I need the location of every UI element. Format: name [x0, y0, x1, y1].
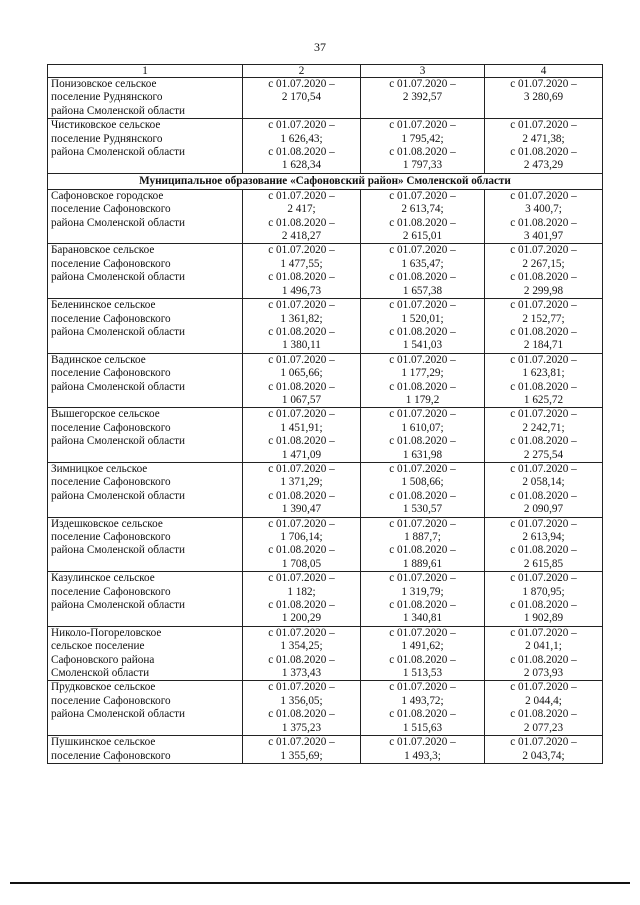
tariff-line: с 01.07.2020 – [389, 517, 456, 530]
tariff-line: с 01.07.2020 – [268, 244, 335, 257]
settlement-name-line: Зимницкое сельское [51, 462, 148, 475]
tariff-line: с 01.08.2020 – [268, 271, 335, 284]
tariff-line: с 01.07.2020 – [389, 626, 456, 639]
settlement-name-line: Пушкинское сельское [51, 736, 156, 749]
bottom-rule [10, 882, 630, 884]
tariff-line: 1 902,89 [523, 612, 564, 625]
tariff-table [47, 64, 603, 764]
tariff-line: 1 610,07; [401, 421, 444, 434]
tariff-line: с 01.08.2020 – [510, 146, 577, 159]
tariff-line: 1 200,29 [281, 612, 322, 625]
tariff-line: 2 242,71; [522, 421, 565, 434]
tariff-line: с 01.08.2020 – [389, 271, 456, 284]
tariff-line: с 01.07.2020 – [389, 408, 456, 421]
tariff-line: с 01.08.2020 – [389, 325, 456, 338]
tariff-line: с 01.07.2020 – [510, 299, 577, 312]
tariff-line: с 01.08.2020 – [389, 708, 456, 721]
tariff-line: с 01.07.2020 – [389, 572, 456, 585]
tariff-line: с 01.07.2020 – [510, 626, 577, 639]
settlement-name-cell [48, 517, 243, 572]
tariff-line: 1 471,09 [281, 448, 322, 461]
settlement-name-cell [48, 78, 243, 119]
tariff-line: с 01.08.2020 – [268, 380, 335, 393]
settlement-name-line: Вышегорское сельское [51, 408, 160, 421]
tariff-line: 2 471,38; [522, 132, 565, 145]
settlement-name-line: Сафоновское городское [51, 189, 164, 202]
tariff-line: 2 041,1; [525, 640, 562, 653]
tariff-line: 1 530,57 [402, 503, 443, 516]
tariff-line: 2 184,71 [523, 339, 564, 352]
tariff-line: с 01.08.2020 – [268, 544, 335, 557]
settlement-name-line: поселение Сафоновского [51, 257, 171, 270]
settlement-name-line: района Смоленской области [51, 435, 186, 448]
table-row [48, 244, 603, 299]
tariff-line: с 01.07.2020 – [389, 353, 456, 366]
tariff-cell-col2 [243, 681, 361, 736]
tariff-line: 1 354,25; [280, 640, 323, 653]
tariff-line: с 01.08.2020 – [268, 435, 335, 448]
tariff-cell-col2 [243, 299, 361, 354]
tariff-cell-col2 [243, 736, 361, 764]
settlement-name-line: поселение Сафоновского [51, 585, 171, 598]
tariff-cell-col3 [361, 189, 485, 244]
tariff-line: 1 706,14; [280, 531, 323, 543]
tariff-line: 1 493,72; [401, 694, 444, 707]
tariff-line: с 01.07.2020 – [389, 299, 456, 312]
tariff-line: с 01.07.2020 – [510, 572, 577, 585]
tariff-line: 1 708,05 [281, 557, 322, 570]
tariff-line: с 01.07.2020 – [268, 408, 335, 421]
table-row [48, 736, 603, 764]
table-row [48, 119, 603, 174]
settlement-name-line: поселение Сафоновского [51, 421, 171, 434]
tariff-line: 1 513,53 [402, 667, 443, 680]
tariff-line: 1 375,23 [281, 721, 322, 734]
tariff-cell-col4 [485, 626, 603, 681]
tariff-line: с 01.07.2020 – [268, 462, 335, 475]
settlement-name-line: Николо-Погореловское [51, 626, 162, 639]
tariff-line: 2 044,4; [525, 694, 562, 707]
tariff-cell-col3 [361, 736, 485, 764]
tariff-line: 1 626,43; [280, 132, 323, 145]
tariff-cell-col4 [485, 408, 603, 463]
tariff-line: 1 631,98 [402, 448, 443, 461]
settlement-name-cell [48, 408, 243, 463]
settlement-name-line: Прудковское сельское [51, 681, 156, 694]
tariff-line: 2 417; [287, 203, 316, 216]
tariff-line: 2 613,94; [522, 531, 565, 543]
section-header-row [48, 173, 603, 189]
tariff-line: 3 400,7; [525, 203, 562, 216]
tariff-line: 1 657,38 [402, 284, 443, 297]
tariff-cell-col2 [243, 78, 361, 119]
table-row [48, 462, 603, 517]
tariff-line: 1 380,11 [282, 339, 321, 352]
tariff-cell-col4 [485, 462, 603, 517]
tariff-line: с 01.07.2020 – [510, 681, 577, 694]
section-body [48, 173, 603, 189]
tariff-line: с 01.08.2020 – [268, 146, 335, 159]
settlement-name-line: района Смоленской области [51, 216, 186, 229]
tariff-line: 2 275,54 [523, 448, 564, 461]
tariff-line: 1 491,62; [401, 640, 444, 653]
tariff-line: с 01.08.2020 – [389, 653, 456, 666]
tariff-cell-col2 [243, 353, 361, 408]
tariff-cell-col4 [485, 736, 603, 764]
settlement-name-cell [48, 119, 243, 174]
tariff-line: с 01.08.2020 – [268, 708, 335, 721]
tariff-line: 1 065,66; [280, 367, 323, 380]
tariff-line: 1 635,47; [401, 257, 444, 270]
tariff-line: 2 043,74; [522, 749, 565, 762]
tariff-cell-col3 [361, 299, 485, 354]
tariff-line: с 01.08.2020 – [510, 544, 577, 557]
tariff-cell-col4 [485, 189, 603, 244]
table-row [48, 78, 603, 119]
tariff-line: с 01.08.2020 – [268, 653, 335, 666]
settlement-name-line: Смоленской области [51, 667, 150, 680]
tariff-line: с 01.07.2020 – [510, 244, 577, 257]
tariff-line: 1 355,69; [280, 749, 323, 762]
tariff-line: с 01.08.2020 – [389, 216, 456, 229]
settlement-name-line: поселение Сафоновского [51, 694, 171, 707]
tariff-cell-col3 [361, 681, 485, 736]
tariff-line: 2 267,15; [522, 257, 565, 270]
settlement-name-cell [48, 572, 243, 627]
table-row [48, 353, 603, 408]
tariff-line: с 01.08.2020 – [268, 216, 335, 229]
settlement-name-line: поселение Сафоновского [51, 203, 171, 216]
tariff-line: с 01.08.2020 – [389, 489, 456, 502]
tariff-line: с 01.08.2020 – [389, 435, 456, 448]
table-body-before [48, 78, 603, 174]
settlement-name-line: района Смоленской области [51, 599, 186, 612]
tariff-line: 1 515,63 [402, 721, 443, 734]
tariff-line: с 01.08.2020 – [389, 146, 456, 159]
tariff-line: 2 418,27 [281, 230, 322, 243]
settlement-name-line: района Смоленской области [51, 146, 186, 159]
tariff-line: 2 613,74; [401, 203, 444, 216]
tariff-cell-col3 [361, 78, 485, 119]
tariff-line: с 01.08.2020 – [510, 435, 577, 448]
column-header-2: 2 [243, 65, 361, 78]
tariff-line: с 01.08.2020 – [268, 599, 335, 612]
tariff-line: 1 451,91; [280, 421, 323, 434]
settlement-name-line: Чистиковское сельское [51, 119, 161, 132]
tariff-line: 1 390,47 [281, 503, 322, 516]
tariff-line: 1 319,79; [401, 585, 444, 598]
settlement-name-line: района Смоленской области [51, 544, 186, 557]
tariff-cell-col4 [485, 119, 603, 174]
tariff-cell-col2 [243, 462, 361, 517]
tariff-cell-col2 [243, 408, 361, 463]
tariff-line: 1 795,42; [401, 132, 444, 145]
tariff-line: с 01.07.2020 – [510, 408, 577, 421]
tariff-cell-col3 [361, 462, 485, 517]
settlement-name-cell [48, 736, 243, 764]
tariff-cell-col3 [361, 626, 485, 681]
tariff-cell-col2 [243, 626, 361, 681]
tariff-line: 1 493,3; [404, 749, 441, 762]
tariff-line: с 01.08.2020 – [510, 216, 577, 229]
tariff-line: с 01.07.2020 – [268, 119, 335, 132]
tariff-line: 1 508,66; [401, 476, 444, 489]
tariff-cell-col2 [243, 189, 361, 244]
tariff-line: 2 073,93 [523, 667, 564, 680]
table-row [48, 572, 603, 627]
tariff-line: с 01.07.2020 – [268, 189, 335, 202]
settlement-name-line: района Смоленской области [51, 380, 186, 393]
tariff-line: 1 628,34 [281, 159, 322, 172]
settlement-name-line: Понизовское сельское [51, 78, 157, 90]
tariff-line: с 01.08.2020 – [389, 544, 456, 557]
tariff-cell-col3 [361, 244, 485, 299]
tariff-line: 3 401,97 [523, 230, 564, 243]
tariff-line: с 01.07.2020 – [268, 299, 335, 312]
settlement-name-line: поселение Сафоновского [51, 367, 171, 380]
tariff-line: с 01.08.2020 – [510, 325, 577, 338]
tariff-cell-col3 [361, 353, 485, 408]
tariff-line: с 01.07.2020 – [510, 353, 577, 366]
tariff-line: с 01.07.2020 – [389, 78, 456, 90]
tariff-line: 1 623,81; [522, 367, 565, 380]
tariff-line: 1 182; [287, 585, 316, 598]
tariff-line: 2 615,85 [523, 557, 564, 570]
tariff-line: 1 887,7; [404, 531, 441, 543]
settlement-name-line: поселение Руднянского [51, 132, 163, 145]
tariff-line: 1 625,72 [523, 393, 564, 406]
tariff-cell-col2 [243, 517, 361, 572]
tariff-line: с 01.07.2020 – [268, 572, 335, 585]
settlement-name-line: района Смоленской области [51, 325, 186, 338]
table-row [48, 408, 603, 463]
settlement-name-line: района Смоленской области [51, 489, 186, 502]
settlement-name-line: Вадинское сельское [51, 353, 146, 366]
settlement-name-line: Издешковское сельское [51, 517, 163, 530]
tariff-line: с 01.07.2020 – [268, 626, 335, 639]
settlement-name-cell [48, 353, 243, 408]
tariff-line: 3 280,69 [523, 91, 564, 104]
tariff-line: 1 179,2 [405, 393, 440, 406]
tariff-cell-col4 [485, 572, 603, 627]
tariff-line: 2 392,57 [402, 91, 443, 104]
tariff-line: с 01.08.2020 – [510, 489, 577, 502]
settlement-name-line: поселение Сафоновского [51, 531, 171, 543]
tariff-line: с 01.08.2020 – [510, 599, 577, 612]
tariff-line: 1 520,01; [401, 312, 444, 325]
tariff-line: 1 477,55; [280, 257, 323, 270]
tariff-line: 1 496,73 [281, 284, 322, 297]
tariff-line: 2 090,97 [523, 503, 564, 516]
tariff-line: 1 541,03 [402, 339, 443, 352]
tariff-cell-col4 [485, 517, 603, 572]
column-header-3: 3 [361, 65, 485, 78]
tariff-line: с 01.08.2020 – [268, 489, 335, 502]
tariff-line: 1 340,81 [402, 612, 443, 625]
tariff-line: с 01.07.2020 – [268, 517, 335, 530]
tariff-line: с 01.08.2020 – [510, 271, 577, 284]
header-row [48, 65, 603, 78]
tariff-line: 2 170,54 [281, 91, 322, 104]
section-title: Муниципальное образование «Сафоновский район» Смоленской области [48, 173, 603, 189]
settlement-name-line: района Смоленской области [51, 708, 186, 721]
settlement-name-line: сельское поселение [51, 640, 145, 653]
settlement-name-cell [48, 626, 243, 681]
tariff-line: 2 299,98 [523, 284, 564, 297]
tariff-line: с 01.08.2020 – [389, 599, 456, 612]
tariff-line: с 01.07.2020 – [389, 119, 456, 132]
tariff-cell-col3 [361, 408, 485, 463]
tariff-line: с 01.08.2020 – [268, 325, 335, 338]
tariff-line: 1 177,29; [401, 367, 444, 380]
tariff-line: с 01.07.2020 – [510, 119, 577, 132]
tariff-cell-col4 [485, 299, 603, 354]
tariff-line: 1 889,61 [402, 557, 443, 570]
settlement-name-line: Беленинское сельское [51, 299, 156, 312]
tariff-line: с 01.07.2020 – [389, 462, 456, 475]
table-row [48, 681, 603, 736]
page-number: 37 [314, 40, 326, 54]
settlement-name-line: поселение Сафоновского [51, 749, 171, 762]
settlement-name-line: района Смоленской области [51, 271, 186, 284]
settlement-name-line: Сафоновского района [51, 653, 155, 666]
settlement-name-line: Барановское сельское [51, 244, 155, 257]
tariff-cell-col4 [485, 78, 603, 119]
settlement-name-line: Казулинское сельское [51, 572, 155, 585]
tariff-line: с 01.07.2020 – [389, 736, 456, 749]
table-row [48, 299, 603, 354]
tariff-line: с 01.08.2020 – [510, 380, 577, 393]
tariff-cell-col4 [485, 681, 603, 736]
tariff-line: с 01.07.2020 – [510, 517, 577, 530]
tariff-line: с 01.07.2020 – [510, 78, 577, 90]
tariff-line: 2 152,77; [522, 312, 565, 325]
tariff-cell-col3 [361, 572, 485, 627]
column-header-1: 1 [48, 65, 243, 78]
tariff-cell-col2 [243, 244, 361, 299]
table-row [48, 189, 603, 244]
tariff-line: 1 870,95; [522, 585, 565, 598]
tariff-line: 1 361,82; [280, 312, 323, 325]
tariff-line: с 01.08.2020 – [510, 653, 577, 666]
tariff-cell-col3 [361, 517, 485, 572]
tariff-line: 2 077,23 [523, 721, 564, 734]
settlement-name-line: поселение Сафоновского [51, 476, 171, 489]
tariff-line: 1 371,29; [280, 476, 323, 489]
settlement-name-cell [48, 299, 243, 354]
tariff-cell-col3 [361, 119, 485, 174]
table-row [48, 517, 603, 572]
tariff-line: 1 373,43 [281, 667, 322, 680]
tariff-line: с 01.07.2020 – [268, 681, 335, 694]
settlement-name-cell [48, 244, 243, 299]
tariff-line: с 01.07.2020 – [268, 78, 335, 90]
tariff-line: с 01.07.2020 – [268, 353, 335, 366]
tariff-line: с 01.07.2020 – [389, 244, 456, 257]
tariff-line: с 01.07.2020 – [510, 736, 577, 749]
settlement-name-line: поселение Руднянского [51, 91, 163, 104]
tariff-line: с 01.07.2020 – [510, 462, 577, 475]
settlement-name-cell [48, 681, 243, 736]
table-row [48, 626, 603, 681]
tariff-line: с 01.08.2020 – [389, 380, 456, 393]
tariff-cell-col4 [485, 244, 603, 299]
settlement-name-line: поселение Сафоновского [51, 312, 171, 325]
tariff-line: с 01.07.2020 – [389, 681, 456, 694]
table-body-after [48, 189, 603, 763]
tariff-cell-col2 [243, 572, 361, 627]
tariff-line: с 01.07.2020 – [268, 736, 335, 749]
tariff-line: 2 615,01 [402, 230, 443, 243]
tariff-line: 1 067,57 [281, 393, 322, 406]
tariff-line: с 01.07.2020 – [389, 189, 456, 202]
tariff-line: с 01.08.2020 – [510, 708, 577, 721]
settlement-name-cell [48, 462, 243, 517]
tariff-cell-col2 [243, 119, 361, 174]
tariff-line: 1 797,33 [402, 159, 443, 172]
settlement-name-line: района Смоленской области [51, 104, 186, 117]
tariff-line: 2 473,29 [523, 159, 564, 172]
tariff-line: 2 058,14; [522, 476, 565, 489]
settlement-name-cell [48, 189, 243, 244]
tariff-cell-col4 [485, 353, 603, 408]
tariff-line: с 01.07.2020 – [510, 189, 577, 202]
tariff-line: 1 356,05; [280, 694, 323, 707]
column-header-4: 4 [485, 65, 603, 78]
